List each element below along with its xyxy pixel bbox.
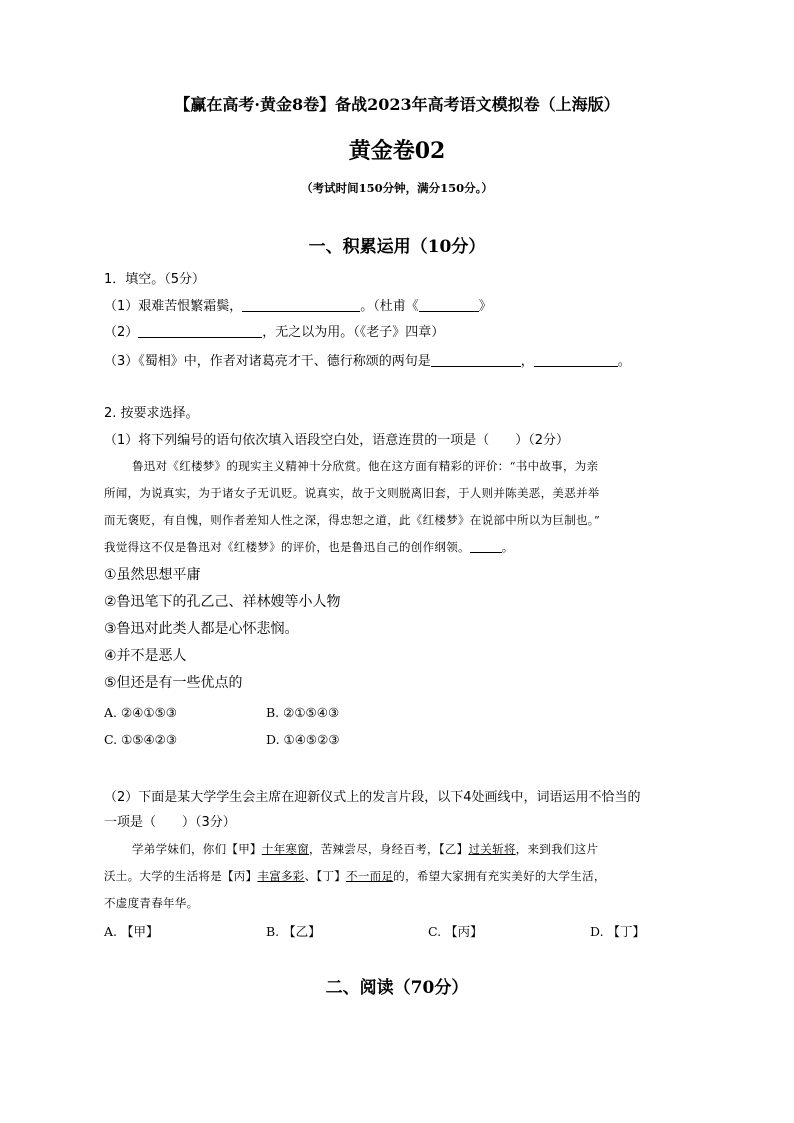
exam-subtitle: （考试时间150分钟，满分150分。）: [301, 181, 493, 195]
question-2-stem: 2. 按要求选择。: [104, 406, 199, 421]
underlined-phrase: 丰富多彩: [257, 869, 305, 883]
question-2-part-2-stem: （2）下面是某大学学生会主席在迎新仪式上的发言片段，以下4处画线中，词语运用不恰当的: [104, 790, 641, 805]
exam-series-title: 【赢在高考·黄金8卷】备战2023年高考语文模拟卷（上海版）: [174, 95, 620, 114]
sentence-option: ②鲁迅笔下的孔乙己、祥林嫂等小人物: [104, 594, 341, 610]
passage-text: 学弟学妹们，你们【甲】: [132, 842, 262, 856]
answer-blank[interactable]: [242, 297, 360, 312]
underlined-phrase: 十年寒窗: [261, 842, 310, 856]
sentence-option: ⑤但还是有一些优点的: [104, 675, 243, 691]
item-text: ，: [520, 354, 534, 369]
answer-blank[interactable]: [534, 352, 618, 367]
item-text: （1）艰难苦恨繁霜鬓，: [104, 299, 243, 314]
question-2-part-1-stem: （1）将下列编号的语句依次填入语段空白处，语意连贯的一项是（ ）（2分）: [104, 433, 570, 448]
passage-text: ，来到我们这片: [515, 842, 599, 856]
choice-d[interactable]: D. ①④⑤②③: [266, 732, 340, 747]
sentence-option: ①虽然思想平庸: [104, 567, 201, 583]
choice-a[interactable]: A. ②④①⑤③: [104, 705, 178, 720]
passage-line: 而无褒贬，有自愧，则作者差知人性之深，得忠恕之道，此《红楼梦》在说部中所以为巨制也。”: [104, 513, 601, 527]
question-2-part-2-stem: 一项是（ ）（3分）: [104, 815, 236, 830]
passage-text: ，苦辣尝尽，身经百考，【乙】: [309, 842, 469, 856]
item-text: （2）: [104, 325, 139, 340]
sentence-option: ③鲁迅对此类人都是心怀悲悯。: [104, 621, 299, 637]
underlined-phrase: 过关斩将: [468, 842, 516, 856]
question-1-item-2: [104, 321, 444, 340]
passage-text: 。: [501, 540, 514, 554]
answer-blank[interactable]: [470, 541, 502, 553]
choice-b[interactable]: B. ②①⑤④③: [266, 705, 340, 720]
underlined-phrase: 不一而足: [346, 869, 394, 883]
choice-c[interactable]: C. 【丙】: [428, 924, 483, 939]
question-1-item-3: [104, 350, 631, 369]
passage-line: 不虚度青春年华。: [104, 896, 199, 910]
section-heading: 一、积累运用（10分）: [308, 237, 486, 257]
question-1-stem: 1．填空。（5分）: [104, 272, 206, 287]
section-heading: 二、阅读（70分）: [325, 978, 469, 998]
item-text: ，无之以为用。（《老子》四章）: [262, 325, 445, 340]
item-text: 。: [617, 354, 631, 369]
passage-text: 我觉得这不仅是鲁迅对《红楼梦》的评价，也是鲁迅自己的创作纲领。: [104, 540, 470, 554]
question-1-item-1: [104, 295, 492, 314]
answer-blank[interactable]: [431, 352, 521, 367]
passage-line: [132, 841, 598, 857]
item-text: 》: [478, 299, 492, 314]
item-text: （3）《蜀相》中，作者对诸葛亮才干、德行称颂的两句是: [104, 354, 431, 369]
sentence-option: ④并不是恶人: [104, 648, 187, 664]
passage-text: 的，希望大家拥有充实美好的大学生活，: [393, 869, 606, 883]
passage-line: 鲁迅对《红楼梦》的现实主义精神十分欣赏。他在这方面有精彩的评价：“书中故事，为亲: [132, 459, 599, 473]
passage-line: 所闻，为说真实，为于诸女子无讥贬。说真实，故于文则脱离旧套，于人则并陈美恶，美恶并举: [104, 486, 600, 500]
item-text: 。（杜甫《: [360, 299, 419, 314]
passage-line: [104, 539, 514, 555]
exam-title: 黄金卷02: [348, 138, 446, 164]
passage-text: 、【丁】: [304, 869, 347, 883]
answer-blank[interactable]: [138, 323, 262, 338]
passage-line: [104, 868, 606, 884]
choice-a[interactable]: A. 【甲】: [104, 924, 159, 939]
choice-c[interactable]: C. ①⑤④②③: [104, 732, 178, 747]
passage-text: 沃土。大学的生活将是【丙】: [104, 869, 258, 883]
choice-b[interactable]: B. 【乙】: [266, 924, 321, 939]
choice-d[interactable]: D. 【丁】: [590, 924, 646, 939]
answer-blank[interactable]: [419, 297, 479, 312]
